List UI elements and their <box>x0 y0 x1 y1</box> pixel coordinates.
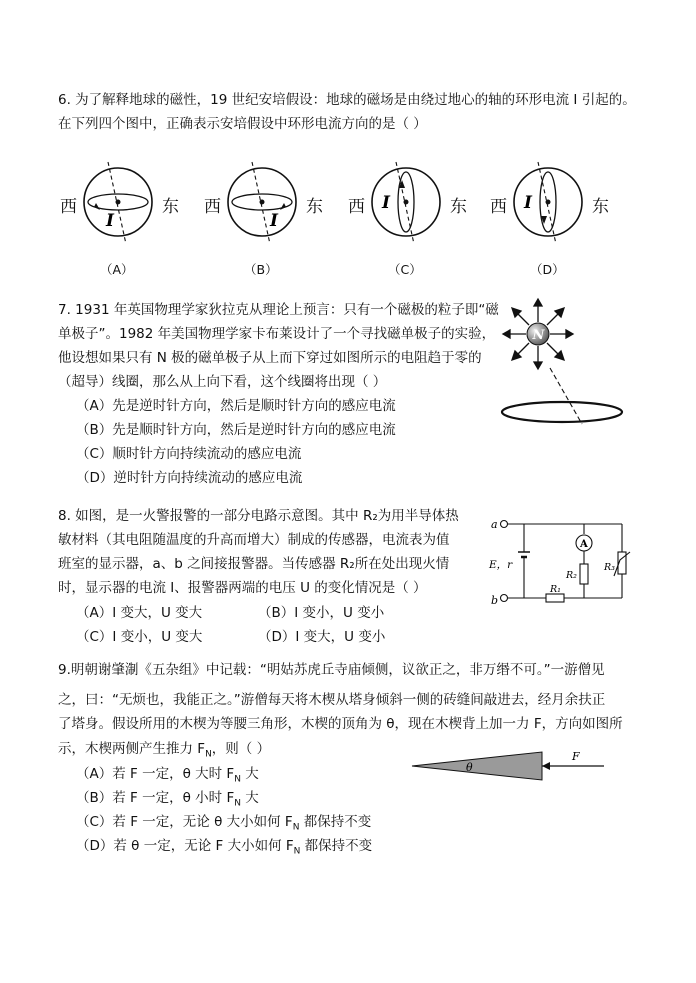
west-label-a: 西 <box>60 197 77 217</box>
q8-option-a: （A）I 变大，U 变大 <box>76 605 203 621</box>
q8-line4: 时，显示器的电流 I、报警器两端的电压 U 的变化情况是（ ） <box>58 580 427 596</box>
caption-b: （B） <box>244 262 278 277</box>
monopole-pole-label: N <box>532 328 545 343</box>
q7-line3: 他设想如果只有 N 极的磁单极子从上而下穿过如图所示的电阻趋于零的 <box>58 350 482 366</box>
terminal-b-label: b <box>491 594 499 607</box>
q6-line1: 6. 为了解释地球的磁性，19 世纪安培假设：地球的磁场是由绕过地心的轴的环形电流 I 引起的。 <box>58 92 636 108</box>
q7-line4: （超导）线圈，那么从上向下看，这个线圈将出现（ ） <box>58 374 387 390</box>
caption-d: （D） <box>530 262 565 277</box>
angle-label: θ <box>466 761 473 774</box>
q9-option-d: （D）若 θ 一定，无论 F 大小如何 $F_N$ 都保持不变 <box>76 838 373 857</box>
q9-option-b: （B）若 F 一定，θ 小时 $F_N$ 大 <box>76 790 259 809</box>
r1-label: R₁ <box>550 584 561 595</box>
east-label-a: 东 <box>162 197 179 217</box>
east-label-b: 东 <box>306 197 323 217</box>
q6-line2: 在下列四个图中，正确表示安培假设中环形电流方向的是（ ） <box>58 116 427 132</box>
q8-line2: 敏材料（其电阻随温度的升高而增大）制成的传感器，电流表为值 <box>58 532 450 548</box>
terminal-a-label: a <box>491 518 498 531</box>
current-label-b: I <box>270 211 278 231</box>
west-label-d: 西 <box>490 197 507 217</box>
q7-monopole-figure <box>494 296 634 436</box>
caption-a: （A） <box>100 262 134 277</box>
q9-line2: 之，曰：“无烦也，我能正之。”游僧每天将木楔从塔身倾斜一侧的砖缝间敲进去，经月余扶正 <box>58 692 606 708</box>
q6-figure-d <box>508 160 588 250</box>
r3-label: R₃ <box>604 562 615 573</box>
current-label-a: I <box>106 211 114 231</box>
q8-option-c: （C）I 变小，U 变大 <box>76 629 203 645</box>
q6-figure-b <box>222 160 302 250</box>
q9-line4-end: ，则（ ） <box>211 741 271 757</box>
ammeter-label: A <box>580 539 588 550</box>
q7-option-d: （D）逆时针方向持续流动的感应电流 <box>76 470 303 486</box>
q9-option-a: （A）若 F 一定，θ 大时 $F_N$ 大 <box>76 766 259 785</box>
q9-line4-text: 示，木楔两侧产生推力 F <box>58 741 206 757</box>
q7-option-a: （A）先是逆时针方向，然后是顺时针方向的感应电流 <box>76 398 396 414</box>
east-label-d: 东 <box>592 197 609 217</box>
q8-line3: 班室的显示器，a、b 之间接报警器。当传感器 R₂所在处出现火情 <box>58 556 450 572</box>
q9-line1: 9.明朝谢肇淛《五杂组》中记载：“明姑苏虎丘寺庙倾侧，议欲正之，非万缗不可。”一游僧见 <box>58 662 605 678</box>
emf-label: E，r <box>489 559 513 571</box>
q9-line4-sub: N <box>205 749 212 760</box>
q9-line4 <box>58 739 270 765</box>
q7-line1: 7. 1931 年英国物理学家狄拉克从理论上预言：只有一个磁极的粒子即“磁 <box>58 302 499 318</box>
west-label-b: 西 <box>204 197 221 217</box>
q9-wedge-figure <box>408 744 608 788</box>
r2-label: R₂ <box>566 570 577 581</box>
q6-figure-a <box>78 160 158 250</box>
superconducting-coil <box>502 402 622 422</box>
q7-option-c: （C）顺时针方向持续流动的感应电流 <box>76 446 302 462</box>
q9-line3: 了塔身。假设所用的木楔为等腰三角形，木楔的顶角为 θ，现在木楔背上加一力 F，方向如图所 <box>58 716 623 732</box>
current-label-d: I <box>524 193 532 213</box>
q7-option-b: （B）先是顺时针方向，然后是逆时针方向的感应电流 <box>76 422 396 438</box>
caption-c: （C） <box>388 262 422 277</box>
q9-option-c: （C）若 F 一定，无论 θ 大小如何 $F_N$ 都保持不变 <box>76 814 372 833</box>
q8-option-b: （B）I 变小，U 变小 <box>258 605 385 621</box>
q6-figure-c <box>366 160 446 250</box>
q8-circuit-diagram <box>484 512 634 612</box>
force-label: F <box>572 750 580 763</box>
q7-line2: 单极子”。1982 年美国物理学家卡布莱设计了一个寻找磁单极子的实验， <box>58 326 496 342</box>
q8-line1: 8. 如图，是一火警报警的一部分电路示意图。其中 R₂为用半导体热 <box>58 508 459 524</box>
east-label-c: 东 <box>450 197 467 217</box>
q8-option-d: （D）I 变大，U 变小 <box>258 629 386 645</box>
current-label-c: I <box>382 193 390 213</box>
west-label-c: 西 <box>348 197 365 217</box>
